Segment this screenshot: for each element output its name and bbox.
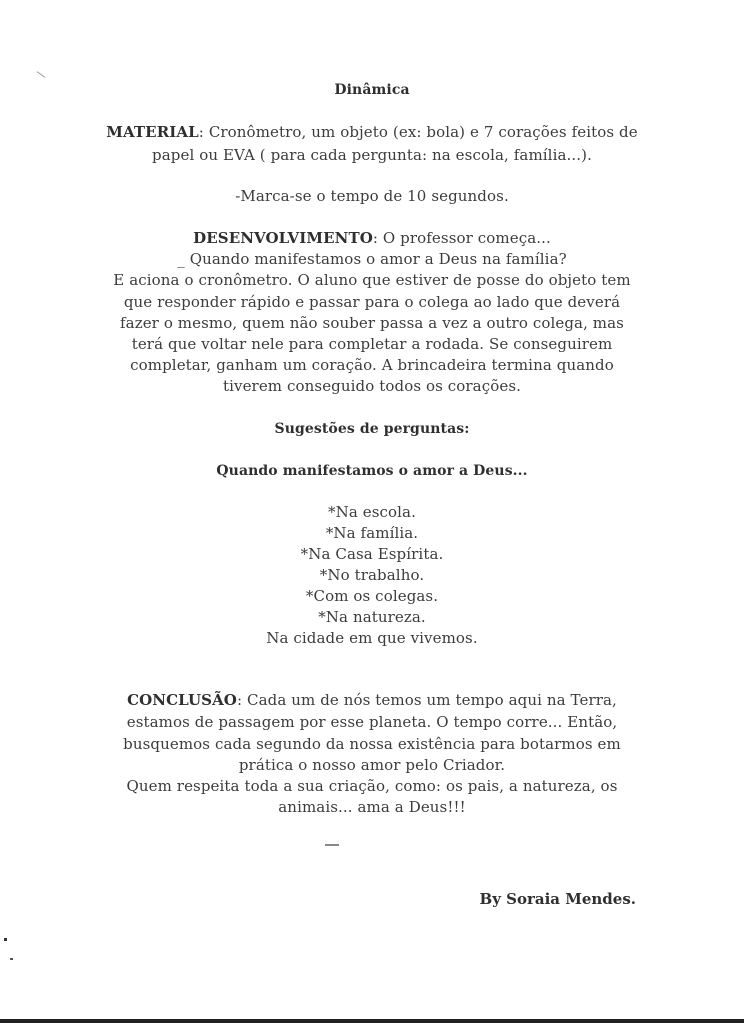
list-item: *Na família.	[325, 524, 419, 542]
list-item: *No trabalho.	[319, 566, 425, 584]
scan-speck	[325, 844, 339, 846]
list-item: *Na Casa Espírita.	[300, 545, 444, 563]
conclusao-line-3: busquemos cada segundo da nossa existência para botarmos em	[123, 735, 621, 753]
conclusao-line-1	[0, 690, 744, 711]
scan-bottom-edge	[0, 1019, 744, 1023]
scan-speck	[37, 71, 46, 78]
list-item: *Na escola.	[328, 503, 416, 521]
conclusao-line-2: estamos de passagem por esse planeta. O tempo corre... Então,	[126, 713, 618, 731]
desenvolvimento-line-1	[0, 228, 744, 249]
desenvolvimento-line-3: E aciona o cronômetro. O aluno que estiver de posse do objeto tem	[113, 271, 631, 289]
list-item: Na cidade em que vivemos.	[266, 629, 478, 647]
material-line-1	[0, 122, 744, 143]
desenvolvimento-line-8: tiverem conseguido todos os corações.	[222, 377, 522, 395]
conclusao-text-1: : Cada um de nós temos um tempo aqui na Terra,	[236, 691, 617, 709]
desenvolvimento-text-1: : O professor começa...	[372, 229, 551, 247]
timing-text: -Marca-se o tempo de 10 segundos.	[235, 187, 509, 205]
desenvolvimento-line-5: fazer o mesmo, quem não souber passa a vez a outro colega, mas	[120, 314, 624, 332]
signature: By Soraia Mendes.	[479, 890, 636, 908]
material-label: MATERIAL	[106, 123, 199, 141]
desenvolvimento-line-2: _ Quando manifestamos o amor a Deus na família?	[177, 250, 567, 268]
sugestoes-heading: Sugestões de perguntas:	[274, 421, 470, 437]
conclusao-line-4: prática o nosso amor pelo Criador.	[238, 756, 506, 774]
conclusao-line-6: animais... ama a Deus!!!	[278, 798, 466, 816]
list-item: *Na natureza.	[318, 608, 426, 626]
desenvolvimento-line-4: que responder rápido e passar para o colega ao lado que deverá	[123, 293, 621, 311]
desenvolvimento-line-7: completar, ganham um coração. A brincadeira termina quando	[130, 356, 614, 374]
material-text-1: : Cronômetro, um objeto (ex: bola) e 7 corações feitos de	[198, 123, 638, 141]
pergunta-heading: Quando manifestamos o amor a Deus...	[216, 463, 528, 479]
conclusao-line-5: Quem respeita toda a sua criação, como: os pais, a natureza, os	[126, 777, 618, 795]
document-title: Dinâmica	[334, 82, 410, 98]
scan-speck	[4, 938, 7, 941]
desenvolvimento-label: DESENVOLVIMENTO	[193, 229, 373, 247]
list-item: *Com os colegas.	[305, 587, 439, 605]
conclusao-label: CONCLUSÃO	[127, 691, 237, 709]
material-line-2: papel ou EVA ( para cada pergunta: na escola, família...).	[152, 146, 592, 164]
desenvolvimento-line-6: terá que voltar nele para completar a rodada. Se conseguirem	[131, 335, 613, 353]
scan-speck	[10, 958, 13, 960]
